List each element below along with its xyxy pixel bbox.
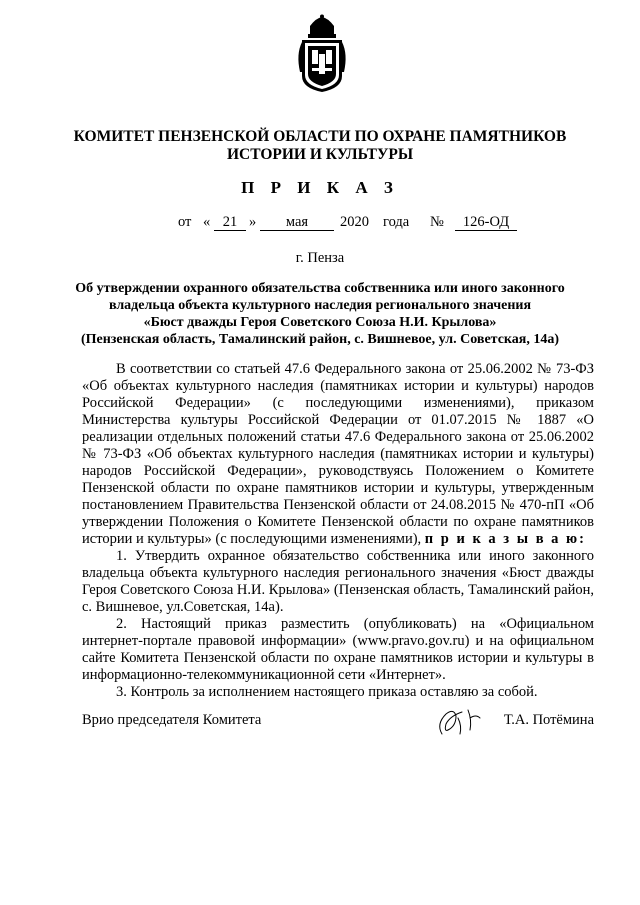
org-line-1: КОМИТЕТ ПЕНЗЕНСКОЙ ОБЛАСТИ ПО ОХРАНЕ ПАМЯТНИКОВ — [73, 128, 567, 145]
document-type-title: П Р И К А З — [241, 178, 399, 197]
city: г. Пенза — [295, 250, 345, 266]
order-body — [82, 361, 594, 701]
preamble-text: В соответствии со статьей 47.6 Федерального закона от 25.06.2002 № 73-ФЗ «Об объектах культурного наследия (памятниках истории и культуры) народов Российской Федерации» (с последующими изменениями), приказом Министерства культуры Российской Федерации от 01.07.2015 № 1887 «О реализации отдельных положений статьи 47.6 Федерального закона от 25.06.2002 № 73-ФЗ «Об объектах культурного наследия (памятниках истории и культуры) народов Российской Федерации», руководствуясь Положением о Комитете Пензенской области по охране памятников истории и культуры, утвержденным постановлением Правительства Пензенской области от 24.08.2015 № 470-пП «Об утверждении Положения о Комитете Пензенской области по охране памятников истории и культуры» (с последующими изменениями), — [82, 361, 594, 547]
order-word: п р и к а з ы в а ю: — [424, 531, 586, 547]
preamble-paragraph — [82, 361, 594, 548]
signature-block — [82, 712, 594, 742]
from-label: от — [178, 214, 192, 230]
organization-name — [60, 128, 580, 164]
order-month: мая — [260, 214, 334, 231]
number-label: № — [430, 214, 444, 230]
subject-line-3: «Бюст дважды Героя Советского Союза Н.И. Крылова» — [143, 315, 497, 330]
org-line-2: ИСТОРИИ И КУЛЬТУРЫ — [226, 146, 414, 163]
subject-line-1: Об утверждении охранного обязательства собственника или иного законного — [75, 281, 565, 296]
penza-coat-of-arms-icon — [296, 14, 348, 94]
handwritten-signature-icon — [432, 704, 488, 738]
order-subject — [70, 280, 570, 348]
order-number: 126-ОД — [455, 214, 517, 231]
order-item-3: 3. Контроль за исполнением настоящего приказа оставляю за собой. — [116, 684, 538, 700]
signatory-name: Т.А. Потёмина — [503, 712, 594, 728]
year-label: года — [383, 214, 410, 230]
order-year: 2020 — [340, 214, 369, 230]
order-date-number-line — [0, 214, 640, 234]
open-quote: « — [203, 214, 211, 230]
signatory-position: Врио председателя Комитета — [82, 712, 262, 728]
close-quote: » — [249, 214, 257, 230]
order-day: 21 — [214, 214, 246, 231]
order-item-1: 1. Утвердить охранное обязательство собственника или иного законного владельца объекта культурного наследия регионального значения «Бюст дважды Героя Советского Союза Н.И. Крылова» (Пензенская область, Тамалинский район, с. Вишневое, ул.Советская, 14а). — [82, 548, 594, 615]
subject-line-2: владельца объекта культурного наследия регионального значения — [108, 298, 532, 313]
subject-line-4: (Пензенская область, Тамалинский район, с. Вишневое, ул. Советская, 14а) — [80, 332, 560, 347]
order-item-2: 2. Настоящий приказ разместить (опубликовать) на «Официальном интернет-портале правовой информации» (www.pravo.gov.ru) и на официальном сайте Комитета Пензенской области по охране памятников истории и культуры в информационно-телекоммуникационной сети «Интернет». — [82, 616, 594, 683]
